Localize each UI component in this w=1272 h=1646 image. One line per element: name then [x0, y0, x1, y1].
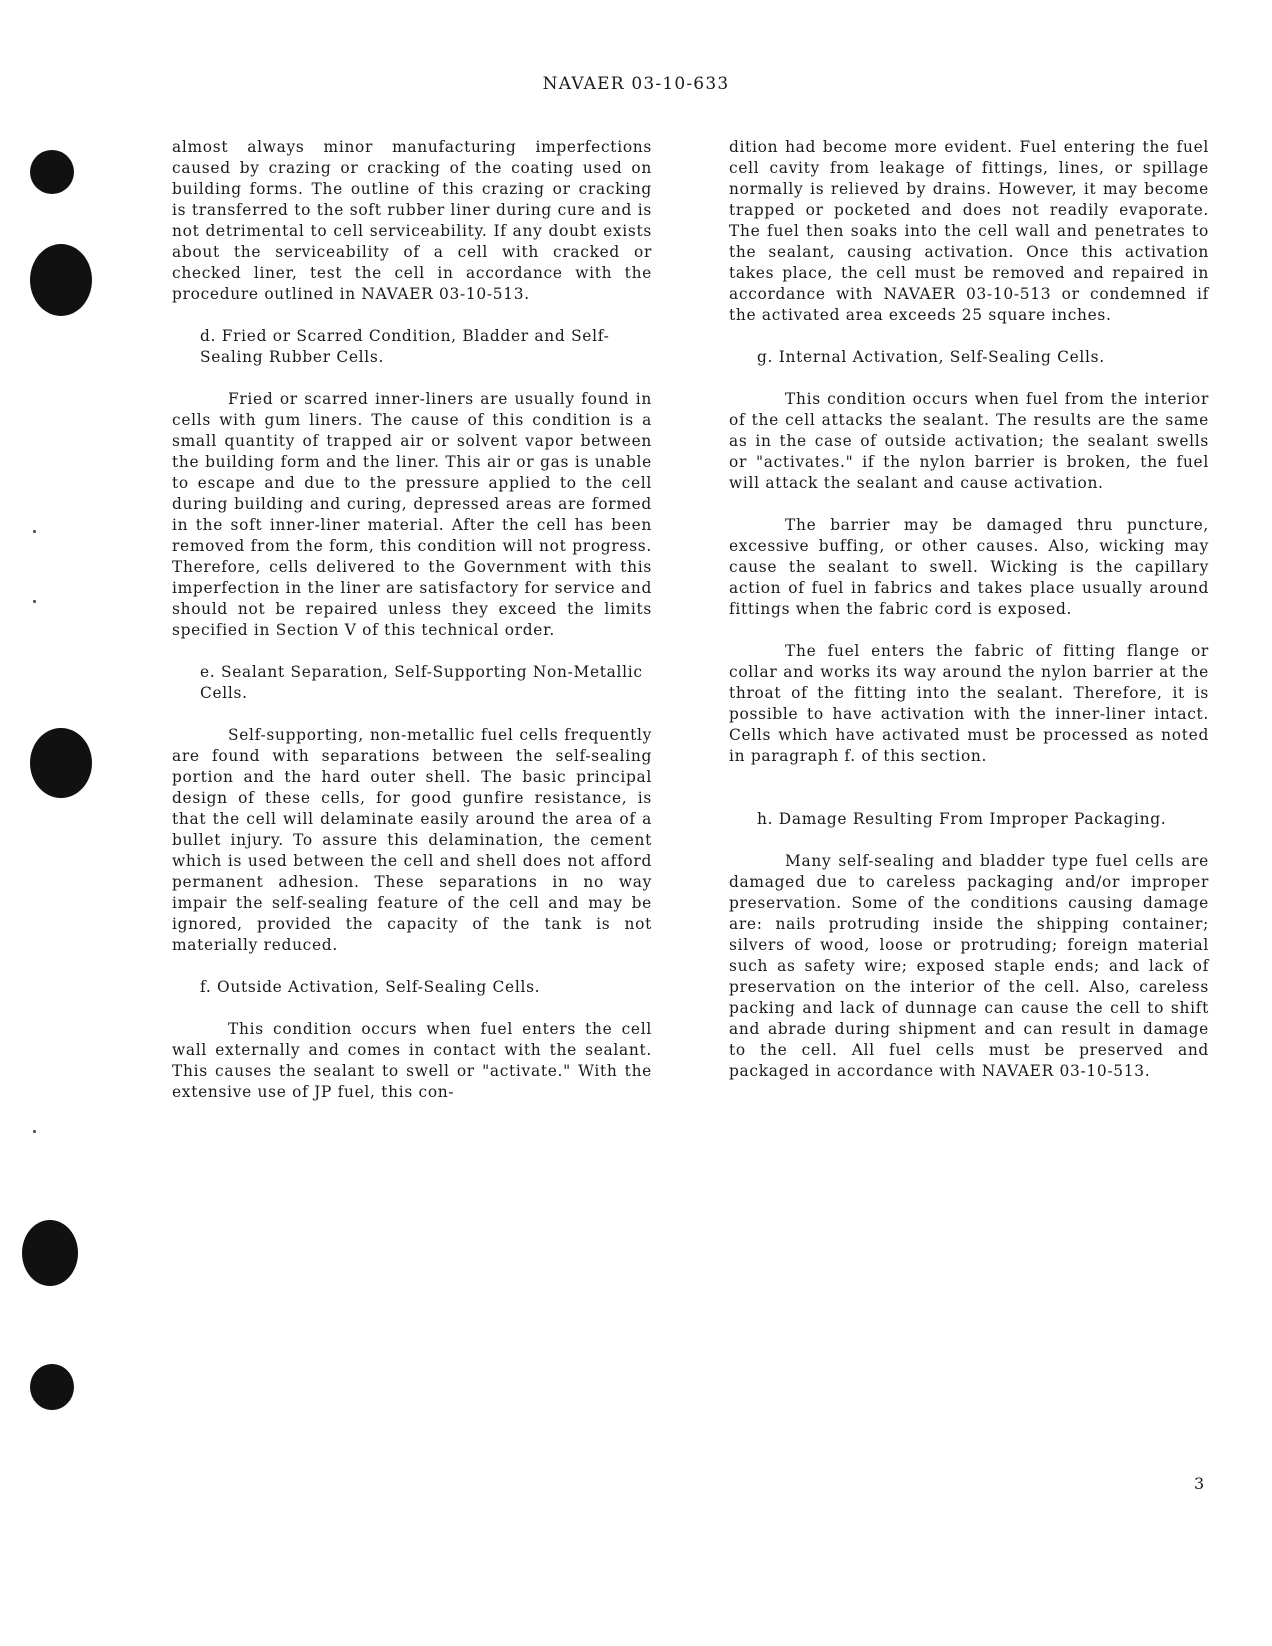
paragraph-g-2: The barrier may be damaged thru puncture, excessive buffing, or other causes. Also, wicking may cause the sealant to swell. Wicking is the capillary action of fuel in fabrics and takes place usually around fittings when the fabric cord is exposed.	[729, 516, 1209, 618]
section-heading-h: h. Damage Resulting From Improper Packaging.	[757, 810, 1167, 828]
paragraph-g-1: This condition occurs when fuel from the interior of the cell attacks the sealant. The results are the same as in the case of outside activation; the sealant swells or "activates." if the nylon barrier is broken, the fuel will attack the sealant and cause activation.	[729, 390, 1209, 492]
left-column	[172, 137, 652, 1124]
binder-hole-3	[30, 728, 92, 798]
section-heading-f: f. Outside Activation, Self-Sealing Cells.	[200, 978, 541, 996]
section-heading-e: e. Sealant Separation, Self-Supporting Non-Metallic Cells.	[200, 663, 643, 702]
paragraph-e: Self-supporting, non-metallic fuel cells frequently are found with separations between the self-sealing portion and the hard outer shell. The basic principal design of these cells, for good gunfire resistance, is that the cell will delaminate easily around the area of a bullet injury. To assure this delamination, the cement which is used between the cell and shell does not afford permanent adhesion. These separations in no way impair the self-sealing feature of the cell and may be ignored, provided the capacity of the tank is not materially reduced.	[172, 726, 652, 954]
right-column	[729, 137, 1209, 1103]
binder-hole-4	[22, 1220, 78, 1286]
paragraph-f: This condition occurs when fuel enters the cell wall externally and comes in contact with the sealant. This causes the sealant to swell or "activate." With the extensive use of JP fuel, this con-	[172, 1020, 652, 1101]
section-heading-d: d. Fried or Scarred Condition, Bladder and Self-Sealing Rubber Cells.	[200, 327, 610, 366]
scan-speck	[33, 1130, 36, 1133]
section-heading-g: g. Internal Activation, Self-Sealing Cells.	[757, 348, 1105, 366]
scan-speck	[33, 600, 36, 603]
page-number: 3	[1194, 1474, 1205, 1493]
scan-speck	[33, 530, 36, 533]
paragraph-f-continued: dition had become more evident. Fuel entering the fuel cell cavity from leakage of fittings, lines, or spillage normally is relieved by drains. However, it may become trapped or pocketed and does not readily evaporate. The fuel then soaks into the cell wall and penetrates to the sealant, causing activation. Once this activation takes place, the cell must be removed and repaired in accordance with NAVAER 03-10-513 or condemned if the activated area exceeds 25 square inches.	[729, 138, 1209, 324]
binder-hole-1	[30, 150, 74, 194]
binder-hole-2	[30, 244, 92, 316]
binder-hole-5	[30, 1364, 74, 1410]
document-number-header: NAVAER 03-10-633	[542, 74, 730, 94]
paragraph-intro: almost always minor manufacturing imperfections caused by crazing or cracking of the coating used on building forms. The outline of this crazing or cracking is transferred to the soft rubber liner during cure and is not detrimental to cell serviceability. If any doubt exists about the serviceability of a cell with cracked or checked liner, test the cell in accordance with the procedure outlined in NAVAER 03-10-513.	[172, 138, 652, 303]
paragraph-g-3: The fuel enters the fabric of fitting flange or collar and works its way around the nylon barrier at the throat of the fitting into the sealant. Therefore, it is possible to have activation with the inner-liner intact. Cells which have activated must be processed as noted in paragraph f. of this section.	[729, 642, 1209, 765]
paragraph-d: Fried or scarred inner-liners are usually found in cells with gum liners. The cause of this condition is a small quantity of trapped air or solvent vapor between the building form and the liner. This air or gas is unable to escape and due to the pressure applied to the cell during building and curing, depressed areas are formed in the soft inner-liner material. After the cell has been removed from the form, this condition will not progress. Therefore, cells delivered to the Government with this imperfection in the liner are satisfactory for service and should not be repaired unless they exceed the limits specified in Section V of this technical order.	[172, 390, 652, 639]
paragraph-h: Many self-sealing and bladder type fuel cells are damaged due to careless packaging and/or improper preservation. Some of the conditions causing damage are: nails protruding inside the shipping container; silvers of wood, loose or protruding; foreign material such as safety wire; exposed staple ends; and lack of preservation on the interior of the cell. Also, careless packing and lack of dunnage can cause the cell to shift and abrade during shipment and can result in damage to the cell. All fuel cells must be preserved and packaged in accordance with NAVAER 03-10-513.	[729, 852, 1209, 1080]
